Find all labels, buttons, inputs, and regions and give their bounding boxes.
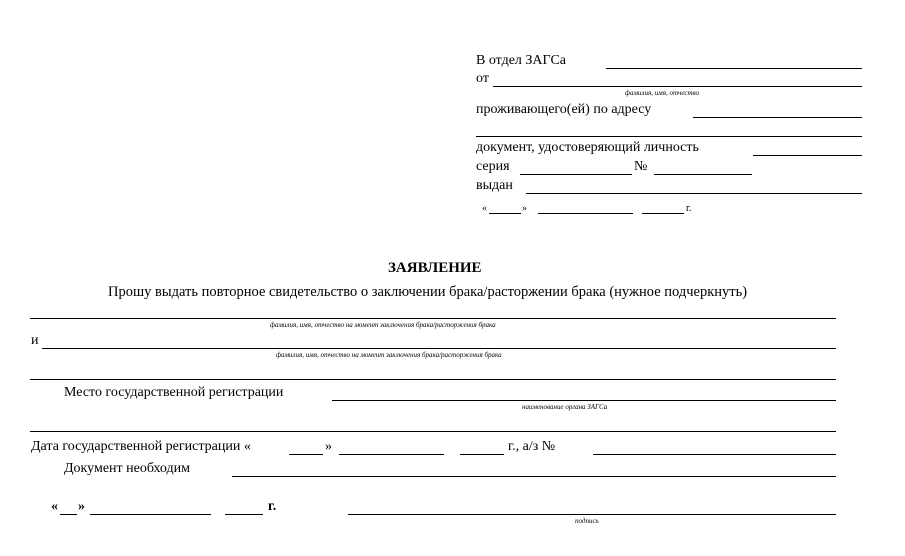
footer-year-suffix: г.	[268, 499, 277, 514]
issued-by-field[interactable]	[526, 193, 862, 194]
residing-label: проживающего(ей) по адресу	[476, 102, 652, 117]
to-zags-label: В отдел ЗАГСа	[476, 53, 566, 68]
footer-date-close-quote: »	[78, 499, 85, 514]
page-title: ЗАЯВЛЕНИЕ	[388, 260, 482, 276]
address-field[interactable]	[693, 117, 862, 118]
registration-date-close-quote: »	[325, 439, 332, 454]
registration-year-field[interactable]	[460, 454, 504, 455]
id-document-label: документ, удостоверяющий личность	[476, 140, 699, 155]
fio-caption: фамилия, имя, отчество	[625, 89, 699, 97]
year-record-label: г., а/з №	[508, 439, 556, 454]
issue-year-suffix: г.	[686, 203, 692, 214]
document-purpose-field[interactable]	[232, 476, 836, 477]
footer-date-open-quote: «	[51, 499, 58, 514]
spouse-1-caption: фамилия, имя, отчество на момент заключения брака/расторжения брака	[270, 321, 496, 329]
footer-year-field[interactable]	[225, 514, 263, 515]
registration-day-field[interactable]	[289, 454, 323, 455]
registration-place-label: Место государственной регистрации	[64, 385, 284, 400]
issue-month-field[interactable]	[538, 213, 633, 214]
request-text: Прошу выдать повторное свидетельство о заключении брака/расторжении брака (нужное подчеркнуть)	[108, 284, 748, 300]
and-label: и	[31, 333, 39, 348]
zags-name-field[interactable]	[606, 68, 862, 69]
signature-field[interactable]	[348, 514, 836, 515]
document-needed-label: Документ необходим	[64, 461, 190, 476]
registration-date-label: Дата государственной регистрации «	[31, 439, 251, 454]
spouse-1-fio-field[interactable]	[30, 318, 836, 319]
from-label: от	[476, 71, 489, 86]
registry-office-caption: наименование органа ЗАГСа	[522, 403, 608, 411]
extra-line-field[interactable]	[30, 379, 836, 380]
registration-place-continuation-field[interactable]	[30, 431, 836, 432]
applicant-fio-field[interactable]	[493, 86, 862, 87]
registration-place-field[interactable]	[332, 400, 836, 401]
issued-label: выдан	[476, 178, 513, 193]
id-document-field[interactable]	[753, 155, 862, 156]
footer-day-field[interactable]	[60, 514, 77, 515]
issue-date-close-quote: »	[522, 203, 527, 214]
issue-day-field[interactable]	[489, 213, 521, 214]
footer-month-field[interactable]	[90, 514, 211, 515]
number-field[interactable]	[654, 174, 752, 175]
number-sign: №	[634, 159, 648, 174]
issue-date-open-quote: «	[482, 203, 487, 214]
spouse-2-caption: фамилия, имя, отчество на момент заключения брака/расторжения брака	[276, 351, 502, 359]
issue-year-field[interactable]	[642, 213, 684, 214]
address-continuation-field[interactable]	[476, 136, 862, 137]
series-label: серия	[476, 159, 510, 174]
series-field[interactable]	[520, 174, 632, 175]
signature-caption: подпись	[575, 517, 599, 525]
record-number-field[interactable]	[593, 454, 836, 455]
registration-month-field[interactable]	[339, 454, 444, 455]
spouse-2-fio-field[interactable]	[42, 348, 836, 349]
